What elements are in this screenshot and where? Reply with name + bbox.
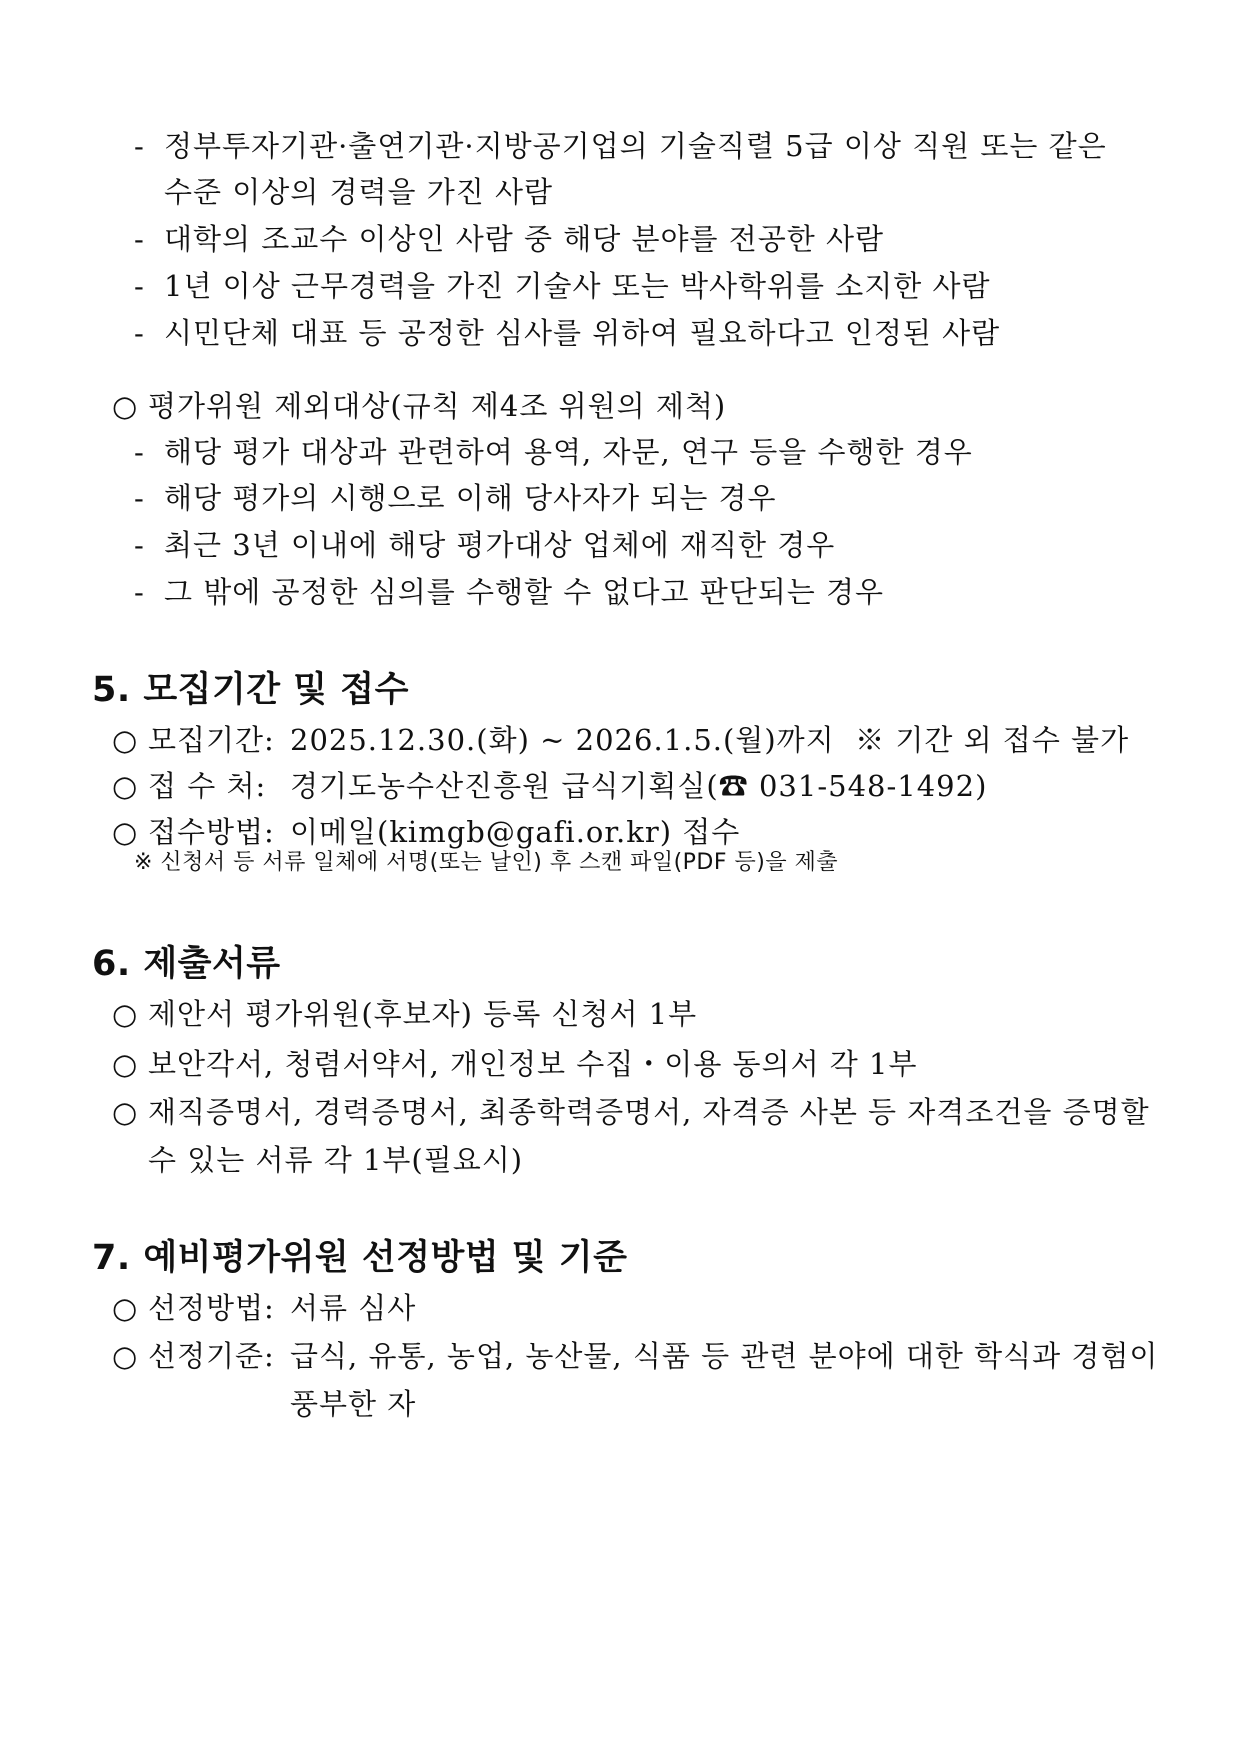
document-item [112, 1092, 1150, 1132]
qualification-item-continuation [164, 172, 553, 212]
document-item [112, 994, 697, 1034]
selection-criteria-continuation [290, 1384, 416, 1424]
qualification-text: 수준 이상의 경력을 가진 사람 [164, 175, 554, 209]
circle-bullet: ○ [112, 997, 139, 1031]
recruitment-period [112, 720, 1129, 760]
qualification-item [134, 266, 991, 306]
dash-marker: - [134, 269, 145, 303]
circle-bullet: ○ [112, 1291, 139, 1325]
period-label: 모집기간: [148, 723, 275, 757]
selection-method [112, 1288, 416, 1328]
dash-marker: - [134, 528, 145, 562]
exclusion-title-text: 평가위원 제외대상(규칙 제4조 위원의 제척) [148, 389, 727, 423]
qualification-item [134, 219, 884, 259]
qualification-item [134, 126, 1107, 166]
dash-marker: - [134, 222, 145, 256]
document-text: 보안각서, 청렴서약서, 개인정보 수집・이용 동의서 각 1부 [148, 1047, 918, 1081]
section-heading: 6. 제출서류 [92, 944, 281, 984]
exclusion-item [134, 478, 777, 518]
period-value: 2025.12.30.(화) ~ 2026.1.5.(월)까지 [290, 723, 835, 757]
selection-criteria [112, 1336, 1158, 1376]
circle-bullet: ○ [112, 815, 139, 849]
circle-bullet: ○ [112, 389, 139, 423]
circle-bullet: ○ [112, 1339, 139, 1373]
exclusion-item [134, 525, 835, 565]
exclusion-item [134, 572, 884, 612]
section-heading: 5. 모집기간 및 접수 [92, 670, 409, 710]
document-text: 수 있는 서류 각 1부(필요시) [148, 1143, 524, 1177]
phone-icon: ☎ [718, 769, 749, 803]
document-item-continuation [148, 1140, 523, 1180]
dash-marker: - [134, 435, 145, 469]
selection-method-value: 서류 심사 [290, 1291, 417, 1325]
selection-criteria-value: 급식, 유통, 농업, 농산물, 식품 등 관련 분야에 대한 학식과 경험이 [290, 1339, 1159, 1373]
method-label: 접수방법: [148, 815, 275, 849]
office-label: 접 수 처: [148, 769, 267, 803]
email-value[interactable]: 이메일(kimgb@gafi.or.kr) 접수 [290, 815, 741, 849]
receipt-office [112, 766, 987, 806]
phone-number: 031-548-1492) [758, 769, 988, 803]
circle-bullet: ○ [112, 769, 139, 803]
qualification-text: 시민단체 대표 등 공정한 심사를 위하여 필요하다고 인정된 사람 [164, 316, 1001, 350]
qualification-text: 정부투자기관·출연기관·지방공기업의 기술직렬 5급 이상 직원 또는 같은 [164, 129, 1107, 163]
qualification-text: 대학의 조교수 이상인 사람 중 해당 분야를 전공한 사람 [164, 222, 885, 256]
exclusion-title [112, 386, 726, 426]
period-note: ※ 기간 외 접수 불가 [855, 723, 1130, 757]
receipt-method [112, 812, 740, 852]
exclusion-text: 최근 3년 이내에 해당 평가대상 업체에 재직한 경우 [164, 528, 836, 562]
dash-marker: - [134, 316, 145, 350]
exclusion-text: 해당 평가의 시행으로 이해 당사자가 되는 경우 [164, 481, 777, 515]
circle-bullet: ○ [112, 723, 139, 757]
qualification-text: 1년 이상 근무경력을 가진 기술사 또는 박사학위를 소지한 사람 [164, 269, 991, 303]
exclusion-item [134, 432, 973, 472]
circle-bullet: ○ [112, 1095, 139, 1129]
selection-criteria-value: 풍부한 자 [290, 1387, 417, 1421]
document-text: 제안서 평가위원(후보자) 등록 신청서 1부 [148, 997, 698, 1031]
dash-marker: - [134, 129, 145, 163]
section-heading: 7. 예비평가위원 선정방법 및 기준 [92, 1238, 628, 1278]
dash-marker: - [134, 481, 145, 515]
office-value: 경기도농수산진흥원 급식기획실( [290, 769, 719, 803]
submission-note: ※ 신청서 등 서류 일체에 서명(또는 날인) 후 스캔 파일(PDF 등)을 제출 [134, 850, 839, 875]
exclusion-text: 그 밖에 공정한 심의를 수행할 수 없다고 판단되는 경우 [164, 575, 885, 609]
circle-bullet: ○ [112, 1047, 139, 1081]
document-text: 재직증명서, 경력증명서, 최종학력증명서, 자격증 사본 등 자격조건을 증명할 [148, 1095, 1150, 1129]
document-item [112, 1044, 918, 1084]
selection-criteria-label: 선정기준: [148, 1339, 275, 1373]
selection-method-label: 선정방법: [148, 1291, 275, 1325]
exclusion-text: 해당 평가 대상과 관련하여 용역, 자문, 연구 등을 수행한 경우 [164, 435, 973, 469]
qualification-item [134, 313, 1000, 353]
dash-marker: - [134, 575, 145, 609]
